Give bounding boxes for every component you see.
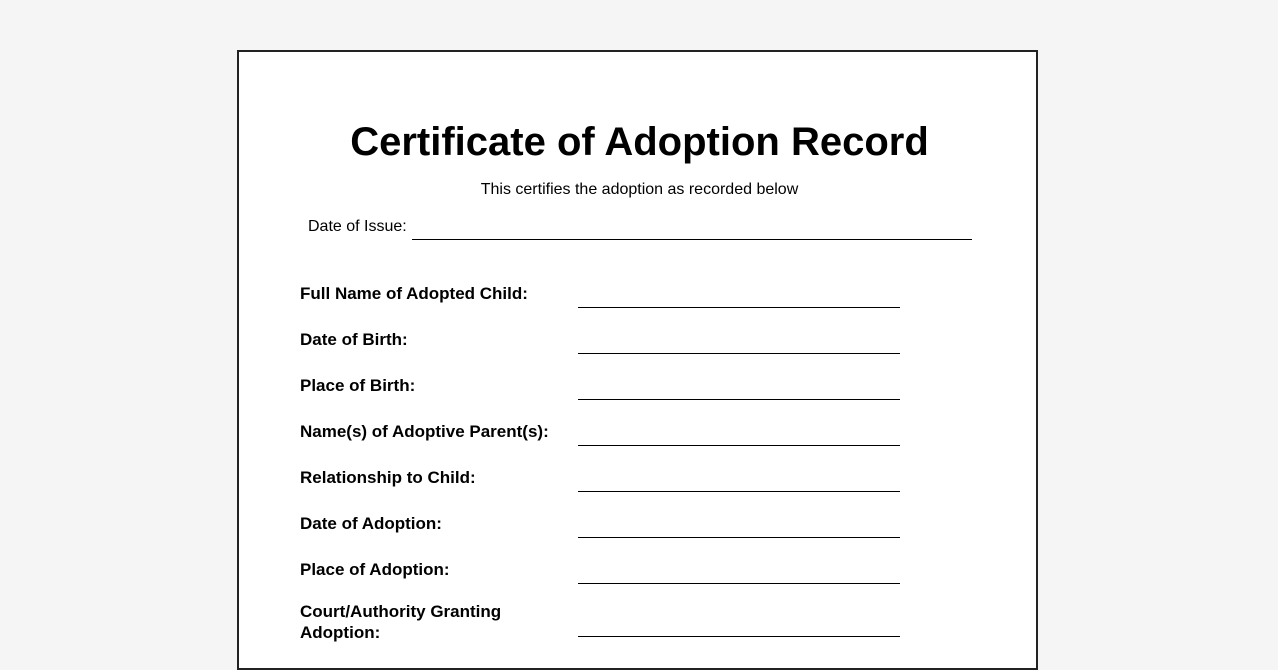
place-of-birth-line[interactable] xyxy=(578,399,900,400)
date-of-birth-line[interactable] xyxy=(578,353,900,354)
date-of-issue-label: Date of Issue: xyxy=(308,218,407,235)
adoptive-parents-label: Name(s) of Adoptive Parent(s): xyxy=(300,422,549,441)
full-name-line[interactable] xyxy=(578,307,900,308)
date-of-adoption-line[interactable] xyxy=(578,537,900,538)
certificate-title: Certificate of Adoption Record xyxy=(350,120,929,164)
relationship-label: Relationship to Child: xyxy=(300,468,476,487)
adoptive-parents-line[interactable] xyxy=(578,445,900,446)
full-name-label: Full Name of Adopted Child: xyxy=(300,284,528,303)
court-authority-line[interactable] xyxy=(578,636,900,637)
court-authority-label: Court/Authority Granting Adoption: xyxy=(300,602,502,642)
date-of-birth-label: Date of Birth: xyxy=(300,330,408,349)
place-of-adoption-label: Place of Adoption: xyxy=(300,560,450,579)
date-of-adoption-label: Date of Adoption: xyxy=(300,514,442,533)
place-of-adoption-line[interactable] xyxy=(578,583,900,584)
certificate-subtitle: This certifies the adoption as recorded below xyxy=(480,181,799,198)
place-of-birth-label: Place of Birth: xyxy=(300,376,416,395)
relationship-line[interactable] xyxy=(578,491,900,492)
date-of-issue-line[interactable] xyxy=(412,239,972,240)
certificate-page xyxy=(237,50,1038,670)
